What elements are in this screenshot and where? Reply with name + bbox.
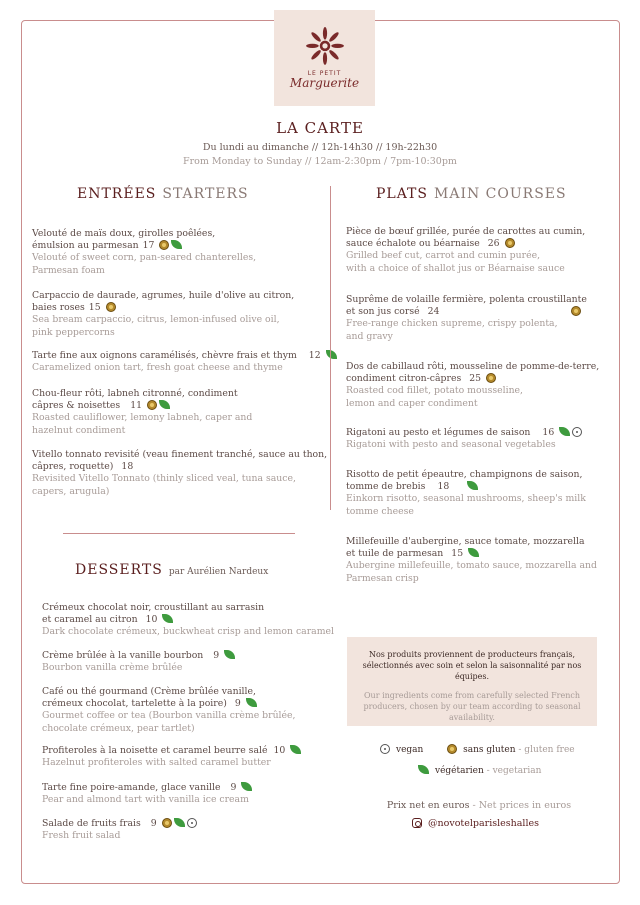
- gluten-free-icon: [447, 744, 457, 754]
- item-name: Profiteroles à la noisette et caramel beurre salé: [42, 745, 268, 756]
- item-price: 9: [213, 650, 220, 661]
- item-name: Chou-fleur rôti, labneh citronné, condiment: [32, 388, 238, 399]
- menu-item: [346, 226, 585, 275]
- vegan-icon: [380, 744, 390, 754]
- gluten-free-icon: [486, 373, 496, 383]
- item-translation: Fresh fruit salad: [42, 830, 121, 842]
- item-price: 9: [230, 782, 237, 793]
- instagram-icon: [412, 818, 422, 828]
- vegetarian-icon: [224, 650, 235, 659]
- menu-item: [32, 388, 252, 437]
- item-translation: lemon and caper condiment: [346, 397, 478, 409]
- flower-icon: [304, 27, 346, 69]
- logo-prefix: LE PETIT: [307, 70, 342, 77]
- item-price: 15: [451, 548, 464, 560]
- vegan-icon: [572, 427, 582, 437]
- item-name: Suprême de volaille fermière, polenta croustillante: [346, 294, 587, 305]
- entrees-title-en: STARTERS: [162, 186, 249, 202]
- menu-item: [346, 427, 582, 451]
- plats-title: [376, 186, 567, 202]
- item-name: et son jus corsé: [346, 306, 420, 318]
- item-name: Salade de fruits frais: [42, 818, 141, 829]
- vegetarian-icon: [468, 548, 479, 557]
- menu-item: [42, 745, 301, 769]
- vegetarian-icon: [467, 481, 478, 490]
- vegetarian-icon: [241, 782, 252, 791]
- item-translation: Gourmet coffee or tea (Bourbon vanilla crème brûlée,: [42, 710, 296, 722]
- menu-item: [32, 228, 256, 277]
- item-name: Crème brûlée à la vanille bourbon: [42, 650, 204, 661]
- instagram-text: @novotelparisleshalles: [428, 818, 539, 829]
- page-title: LA CARTE: [276, 119, 364, 137]
- item-price: 18: [437, 481, 450, 493]
- item-translation: chocolate crémeux, pear tartlet): [42, 722, 195, 734]
- item-price: 9: [150, 818, 157, 829]
- legend-vegan: vegan: [396, 745, 424, 755]
- item-name: condiment citron-câpres: [346, 373, 462, 385]
- entrees-title-fr: ENTRÉES: [77, 186, 157, 202]
- plats-title-en: MAIN COURSES: [434, 186, 567, 202]
- net-prices: [0, 800, 640, 811]
- item-name: câpres & noisettes: [32, 400, 121, 412]
- vegetarian-icon: [418, 765, 429, 774]
- gluten-free-icon: [162, 818, 172, 828]
- menu-item: [42, 818, 197, 842]
- item-price: 10: [145, 614, 158, 626]
- item-name: crémeux chocolat, tartelette à la poire): [42, 698, 227, 710]
- item-translation: Parmesan foam: [32, 264, 105, 276]
- legend-row-2: [418, 765, 541, 776]
- item-price: 18: [121, 461, 134, 473]
- item-name: Tarte fine poire-amande, glace vanille: [42, 782, 221, 793]
- entrees-title: [77, 186, 249, 202]
- item-name: sauce échalote ou béarnaise: [346, 238, 480, 250]
- item-translation: and gravy: [346, 330, 393, 342]
- item-name: câpres, roquette): [32, 461, 114, 473]
- gluten-free-icon: [106, 302, 116, 312]
- item-name: Risotto de petit épeautre, champignons de saison,: [346, 469, 583, 480]
- logo: [274, 10, 375, 106]
- item-translation: Parmesan crisp: [346, 572, 419, 584]
- menu-item: [346, 294, 587, 343]
- item-translation: Dark chocolate crémeux, buckwheat crisp and lemon caramel: [42, 626, 335, 638]
- legend-veg-en: - vegetarian: [486, 766, 542, 776]
- vegetarian-icon: [559, 427, 570, 436]
- item-name: Carpaccio de daurade, agrumes, huile d'olive au citron,: [32, 290, 295, 301]
- legend-gluten-en: - gluten free: [518, 745, 575, 755]
- menu-item: [32, 449, 327, 498]
- item-translation: Free-range chicken supreme, crispy polenta,: [346, 318, 558, 330]
- item-name: Pièce de bœuf grillée, purée de carottes au cumin,: [346, 226, 586, 237]
- item-translation: with a choice of shallot jus or Béarnaise sauce: [346, 262, 565, 274]
- gluten-free-icon: [159, 240, 169, 250]
- item-name: tomme de brebis: [346, 481, 426, 493]
- vegetarian-icon: [290, 745, 301, 754]
- net-prices-fr: Prix net en euros: [386, 800, 470, 811]
- item-translation: pink peppercorns: [32, 326, 115, 338]
- sourcing-note: [347, 637, 597, 726]
- vegetarian-icon: [171, 240, 182, 249]
- item-translation: Bourbon vanilla crème brûlée: [42, 662, 183, 674]
- item-translation: tomme cheese: [346, 505, 414, 517]
- legend-veg-fr: végétarien: [435, 766, 484, 776]
- item-name: et caramel au citron: [42, 614, 138, 626]
- item-translation: Roasted cod fillet, potato mousseline,: [346, 385, 524, 397]
- menu-item: [32, 290, 294, 339]
- menu-item: [346, 361, 599, 410]
- instagram-handle[interactable]: [412, 818, 539, 829]
- item-price: 12: [308, 350, 321, 361]
- menu-item: [346, 469, 586, 518]
- item-name: Millefeuille d'aubergine, sauce tomate, mozzarella: [346, 536, 585, 547]
- item-name: Rigatoni au pesto et légumes de saison: [346, 427, 531, 438]
- item-translation: Revisited Vitello Tonnato (thinly sliced veal, tuna sauce,: [32, 473, 296, 485]
- item-price: 16: [542, 427, 555, 438]
- plats-title-fr: PLATS: [376, 186, 428, 202]
- desserts-title: [75, 562, 268, 578]
- item-name: émulsion au parmesan: [32, 240, 139, 252]
- item-translation: Hazelnut profiteroles with salted caramel butter: [42, 757, 271, 769]
- item-name: et tuile de parmesan: [346, 548, 444, 560]
- item-price: 25: [469, 373, 482, 385]
- gluten-free-icon: [147, 400, 157, 410]
- gluten-free-icon: [571, 306, 581, 316]
- item-price: 10: [273, 745, 286, 756]
- logo-name: Marguerite: [289, 76, 360, 90]
- net-prices-en: - Net prices in euros: [472, 800, 572, 811]
- item-name: Velouté de maïs doux, girolles poêlées,: [32, 228, 216, 239]
- item-price: 17: [142, 240, 155, 252]
- column-divider: [330, 186, 331, 510]
- item-price: 15: [88, 302, 101, 314]
- item-name: Dos de cabillaud rôti, mousseline de pomme-de-terre,: [346, 361, 600, 372]
- item-translation: Aubergine millefeuille, tomato sauce, mozzarella and: [346, 560, 597, 572]
- item-price: 26: [487, 238, 500, 250]
- item-translation: hazelnut condiment: [32, 424, 126, 436]
- item-price: 11: [130, 400, 143, 412]
- menu-item: [42, 686, 296, 735]
- sourcing-note-fr: Nos produits proviennent de producteurs français, sélectionnés avec soin et selon la saisonnalité par nos équipes.: [362, 650, 582, 681]
- vegetarian-icon: [159, 400, 170, 409]
- desserts-chef: par Aurélien Nardeux: [168, 567, 269, 577]
- item-name: Crémeux chocolat noir, croustillant au sarrasin: [42, 602, 265, 613]
- vegetarian-icon: [162, 614, 173, 623]
- menu-item: [42, 650, 235, 674]
- item-translation: Sea bream carpaccio, citrus, lemon-infused olive oil,: [32, 314, 280, 326]
- menu-item: [42, 602, 334, 639]
- vegan-icon: [187, 818, 197, 828]
- item-name: Café ou thé gourmand (Crème brûlée vanille,: [42, 686, 256, 697]
- item-name: Tarte fine aux oignons caramélisés, chèvre frais et thym: [32, 350, 297, 361]
- item-translation: Rigatoni with pesto and seasonal vegetables: [346, 439, 556, 451]
- item-translation: Einkorn risotto, seasonal mushrooms, sheep's milk: [346, 493, 586, 505]
- item-translation: Roasted cauliflower, lemony labneh, caper and: [32, 412, 253, 424]
- vegetarian-icon: [174, 818, 185, 827]
- legend-row-1: [380, 744, 575, 755]
- section-divider: [63, 533, 295, 534]
- gluten-free-icon: [505, 238, 515, 248]
- menu-item: [32, 350, 337, 374]
- hours-fr: Du lundi au dimanche // 12h-14h30 // 19h-22h30: [202, 142, 438, 153]
- item-price: 9: [234, 698, 241, 710]
- item-name: baies roses: [32, 302, 85, 314]
- item-translation: Velouté of sweet corn, pan-seared chanterelles,: [32, 252, 257, 264]
- desserts-title-fr: DESSERTS: [75, 562, 163, 578]
- vegetarian-icon: [326, 350, 337, 359]
- item-translation: Caramelized onion tart, fresh goat cheese and thyme: [32, 362, 283, 374]
- menu-item: [346, 536, 597, 585]
- item-price: 24: [427, 306, 440, 318]
- sourcing-note-en: Our ingredients come from carefully selected French producers, chosen by our team according to seasonal availability.: [363, 691, 581, 722]
- legend-gluten-fr: sans gluten: [463, 745, 516, 755]
- item-name: Vitello tonnato revisité (veau finement tranché, sauce au thon,: [32, 449, 328, 460]
- item-translation: Pear and almond tart with vanilla ice cream: [42, 794, 249, 806]
- hours-en: From Monday to Sunday // 12am-2:30pm / 7pm-10:30pm: [183, 156, 457, 167]
- vegetarian-icon: [246, 698, 257, 707]
- item-translation: capers, arugula): [32, 485, 110, 497]
- item-translation: Grilled beef cut, carrot and cumin purée,: [346, 250, 541, 262]
